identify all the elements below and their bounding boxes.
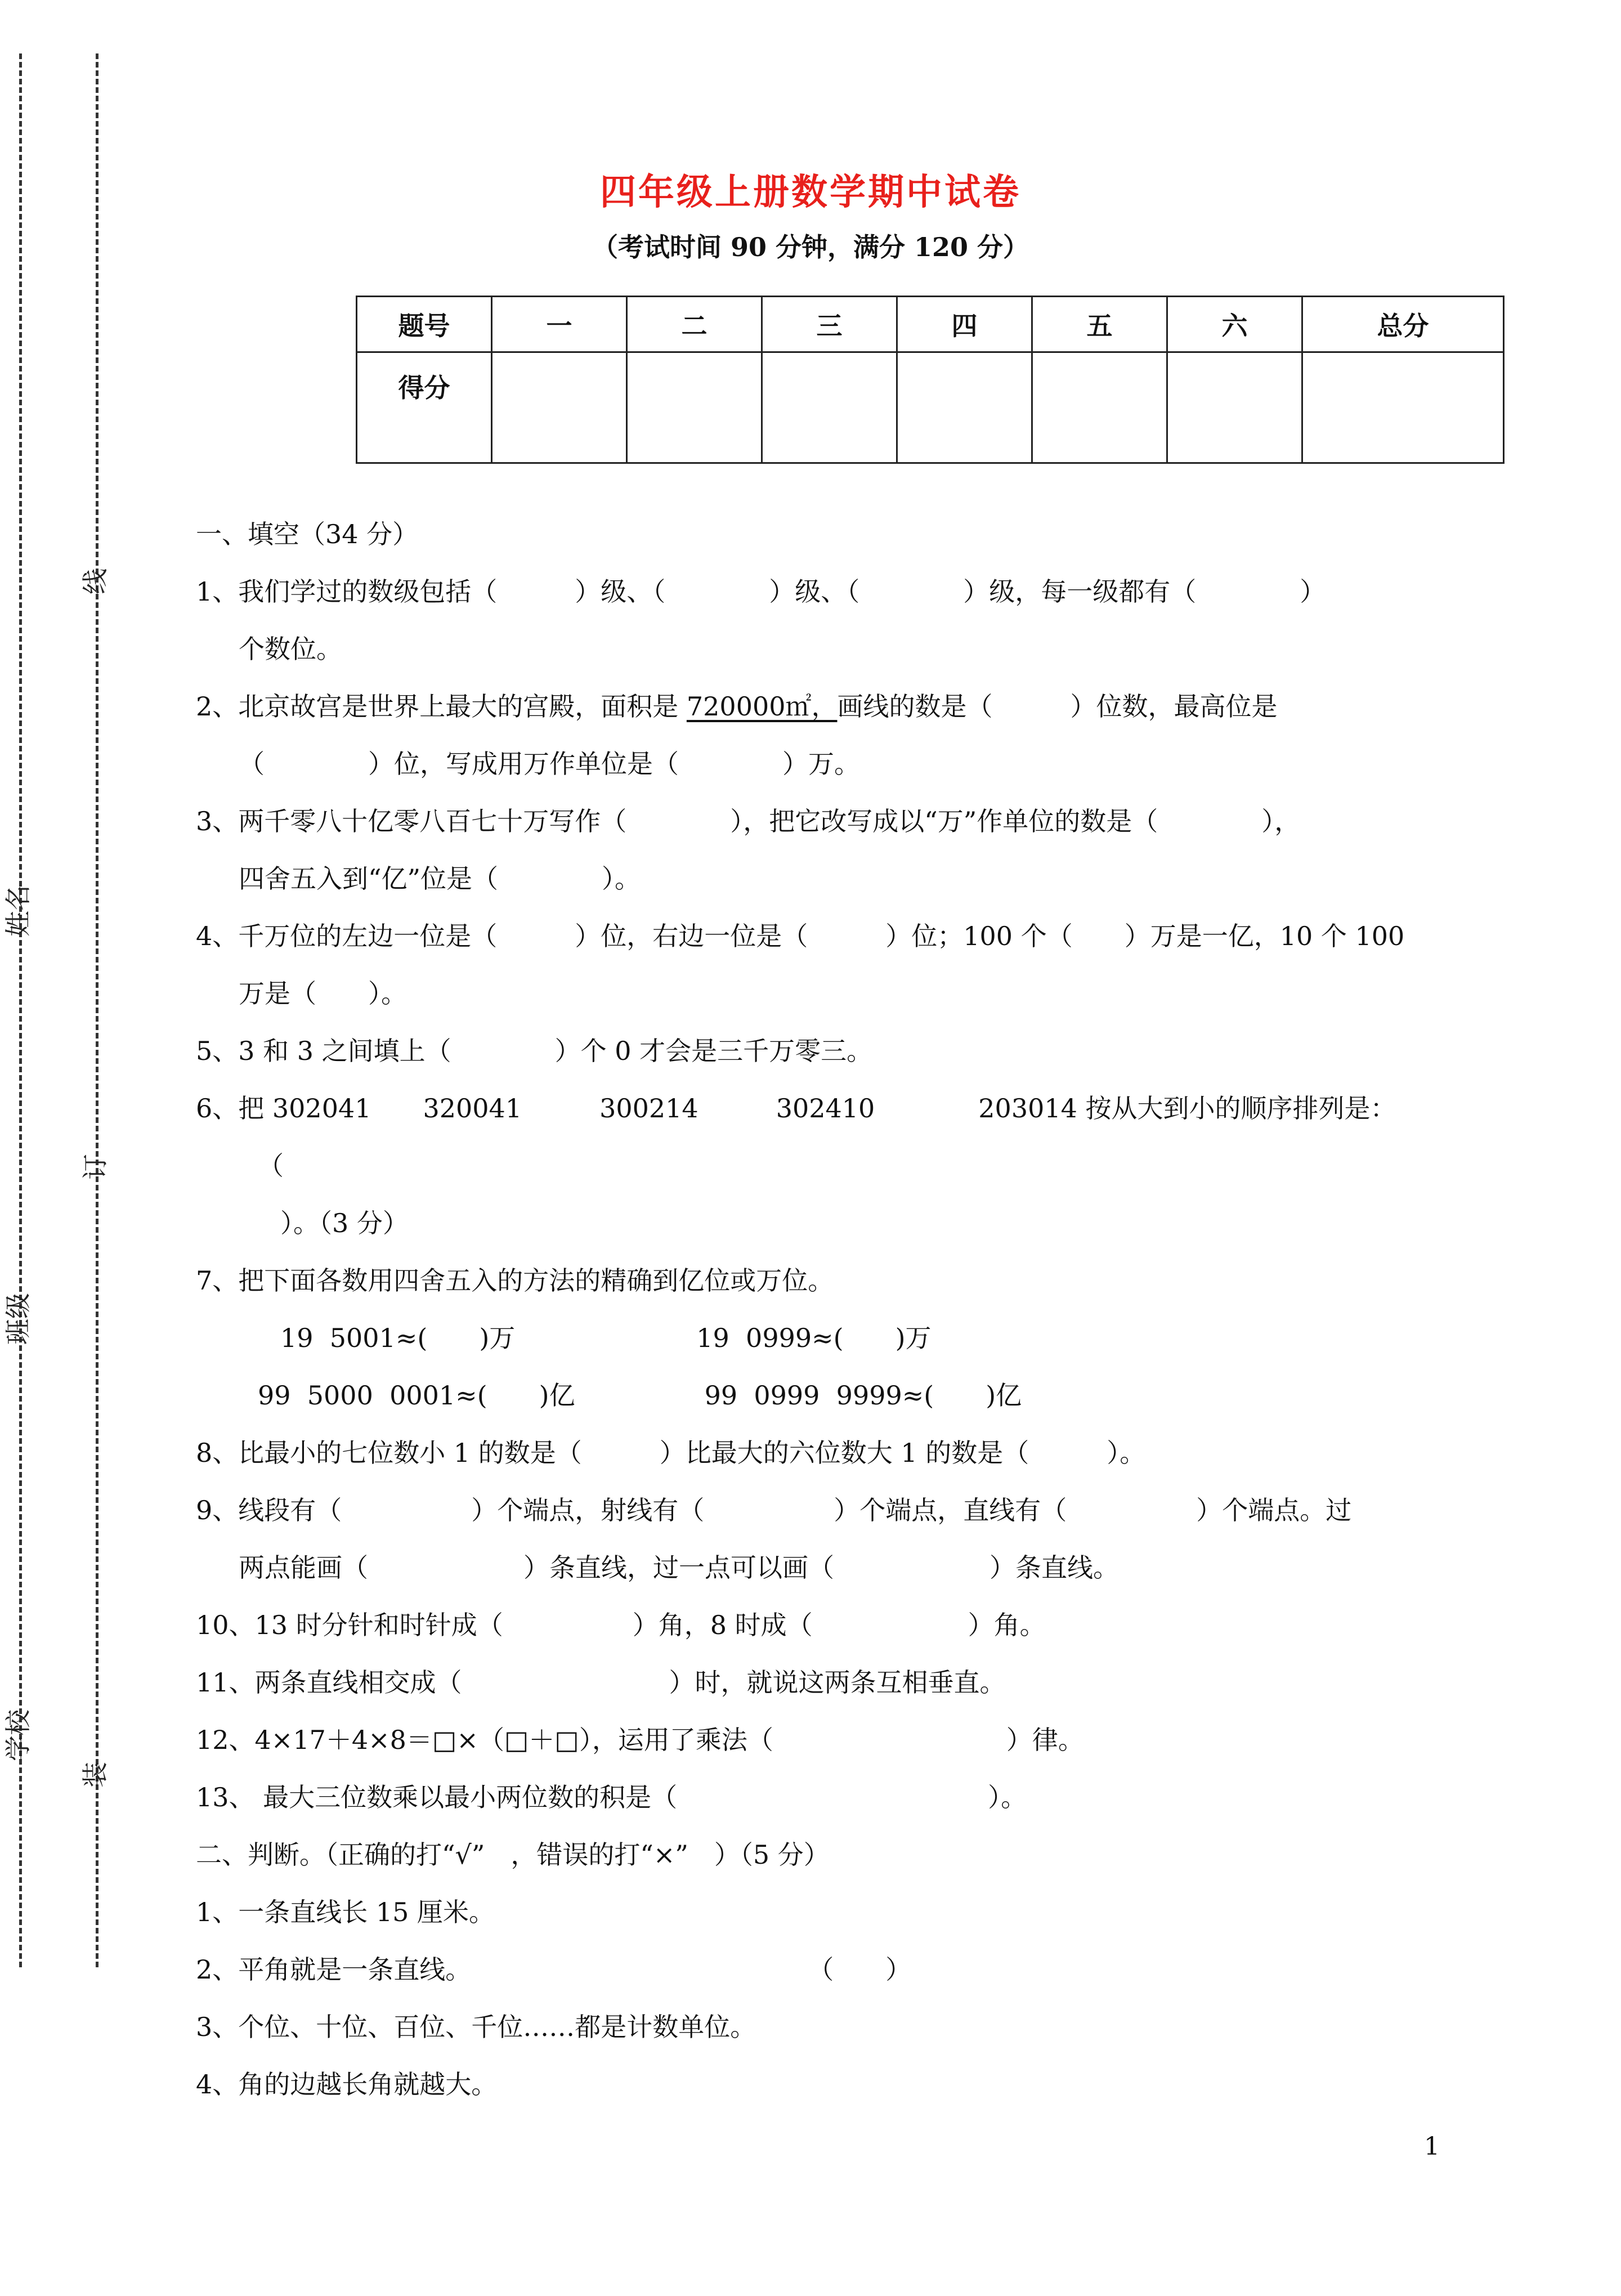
question-7: 7、把下面各数用四舍五入的方法的精确到亿位或万位。 [196, 1265, 834, 1296]
page-title: 四年级上册数学期中试卷 [600, 171, 1021, 213]
score-table-header-row [357, 297, 1504, 352]
judge-question-1: 1、一条直线长 15 厘米。 [196, 1897, 495, 1927]
question-5: 5、3 和 3 之间填上（ ）个 0 才会是三千万零三。 [196, 1036, 873, 1066]
question-2-underlined-number: 720000㎡， [686, 691, 838, 722]
score-cell [627, 352, 762, 463]
score-table-score-row [357, 352, 1504, 463]
judge-question-3: 3、个位、十位、百位、千位……都是计数单位。 [196, 2012, 756, 2042]
exam-content [196, 505, 1490, 2113]
binding-label-school: 学校 [3, 1709, 33, 1761]
score-header-cell: 总分 [1302, 297, 1504, 352]
exam-subtitle: （考试时间 90 分钟，满分 120 分） [592, 232, 1029, 262]
judge-question-4: 4、角的边越长角就越大。 [196, 2069, 498, 2100]
binding-line-outer [19, 53, 22, 1967]
question-2-line-2: （ ）位，写成用万作单位是（ ）万。 [239, 749, 860, 779]
score-header-cell: 六 [1167, 297, 1302, 352]
page-number: 1 [1424, 2132, 1440, 2161]
section-heading: 一、填空（34 分） [196, 519, 419, 549]
question-11: 11、两条直线相交成（ ）时，就说这两条互相垂直。 [196, 1667, 1006, 1698]
binding-label-zhuang: 装 [80, 1762, 110, 1788]
score-table [356, 296, 1504, 464]
question-6-line-3: ）。（3 分） [280, 1208, 409, 1238]
question-9-line-1: 9、线段有（ ）个端点，射线有（ ）个端点，直线有（ ）个端点。过 [196, 1495, 1352, 1525]
score-cell [762, 352, 897, 463]
question-13: 13、 最大三位数乘以最小两位数的积是（ ）。 [196, 1782, 1027, 1812]
question-4-line-1: 4、千万位的左边一位是（ ）位，右边一位是（ ）位；100 个（ ）万是一亿，10 个 100 [196, 921, 1405, 951]
question-6-line-2: （ [258, 1151, 284, 1181]
score-cell [492, 352, 627, 463]
binding-label-ding: 订 [80, 1154, 110, 1180]
question-2-text-post: 画线的数是（ ）位数，最高位是 [837, 691, 1278, 722]
question-6-line-1: 6、把 302041 320041 300214 302410 203014 按从大到小的顺序排列是： [196, 1093, 1396, 1124]
question-7-row-2: 99 5000 0001≈( )亿 99 0999 9999≈( )亿 [258, 1380, 1022, 1411]
score-cell [1302, 352, 1504, 463]
binding-label-xian: 线 [80, 569, 110, 594]
score-header-cell: 二 [627, 297, 762, 352]
score-header-cell: 三 [762, 297, 897, 352]
score-cell [1167, 352, 1302, 463]
score-header-cell: 题号 [357, 297, 492, 352]
question-8: 8、比最小的七位数小 1 的数是（ ）比最大的六位数大 1 的数是（ ）。 [196, 1438, 1146, 1468]
question-2-text-pre: 2、北京故宫是世界上最大的宫殿，面积是 [196, 691, 687, 722]
question-1-line-1: 1、我们学过的数级包括（ ）级、（ ）级、（ ）级，每一级都有（ ） [196, 576, 1326, 607]
question-3-line-1: 3、两千零八十亿零八百七十万写作（ ），把它改写成以“万”作单位的数是（ ）， [196, 806, 1301, 836]
question-2-line-1 [196, 678, 1490, 735]
question-9-line-2: 两点能画（ ）条直线，过一点可以画（ ）条直线。 [239, 1552, 1119, 1583]
score-header-cell: 一 [492, 297, 627, 352]
question-4-line-2: 万是（ ）。 [239, 978, 407, 1009]
binding-label-class: 班级 [3, 1293, 33, 1345]
question-10: 10、13 时分针和时针成（ ）角，8 时成（ ）角。 [196, 1610, 1046, 1640]
question-12: 12、4×17＋4×8＝□×（□＋□），运用了乘法（ ）律。 [196, 1725, 1084, 1755]
question-1-line-2: 个数位。 [239, 634, 342, 664]
score-cell [1032, 352, 1167, 463]
question-3-line-2: 四舍五入到“亿”位是（ ）。 [239, 863, 641, 894]
binding-line-inner [96, 53, 98, 1967]
section-heading: 二、判断。（正确的打“√” ，错误的打“×” ）（5 分） [196, 1840, 830, 1870]
score-cell [897, 352, 1032, 463]
score-header-cell: 四 [897, 297, 1032, 352]
question-7-row-1: 19 5001≈( )万 19 0999≈( )万 [280, 1323, 932, 1353]
binding-label-name: 姓名 [3, 885, 33, 937]
score-row-label: 得分 [357, 352, 492, 463]
judge-question-2: 2、平角就是一条直线。 （ ） [196, 1954, 912, 1985]
score-header-cell: 五 [1032, 297, 1167, 352]
